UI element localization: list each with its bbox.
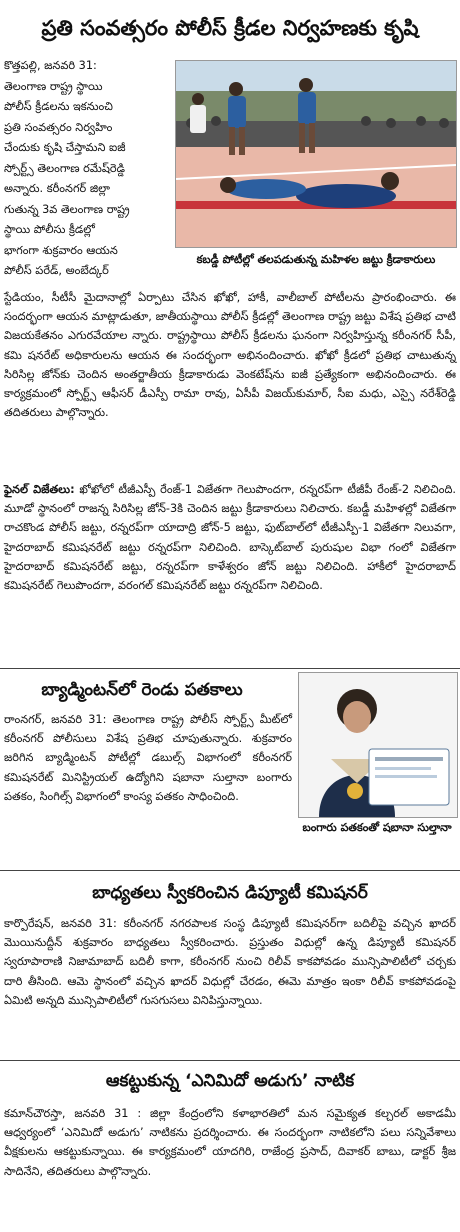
kabaddi-photo-caption: కబడ్డీ పోటీల్లో తలపడుతున్న మహిళల జట్టు క్రీడాకారులు	[196, 253, 436, 266]
article4-headline: ఆకట్టుకున్న ‘ఎనిమిదో అడుగు’ నాటిక	[105, 1071, 355, 1091]
side-line: భాగంగా శుక్రవారం ఆయన	[4, 243, 118, 257]
divider-3	[0, 1060, 460, 1061]
medal-illustration	[299, 673, 457, 817]
side-line: స్థాయి పోలీసు క్రీడల్లో	[4, 223, 95, 236]
side-line: ప్రతి సంవత్సరం నిర్వహిం	[4, 120, 113, 134]
side-line: స్పోర్ట్స్ తెలంగాణ రమేష్‌రెడ్డి	[4, 161, 125, 175]
finals-label: ఫైనల్ విజేతలు:	[4, 483, 75, 496]
badminton-photo	[298, 672, 458, 818]
article3-headline: బాధ్యతలు స్వీకరించిన డిప్యూటీ కమిషనర్	[92, 883, 368, 903]
side-line: అన్నారు. కరీంనగర్ జిల్లా	[4, 182, 110, 195]
divider-2	[0, 870, 460, 871]
article4-body: కమాన్‌చౌరస్తా, జనవరి 31 : జిల్లా కేంద్రంలోని కళాభారతిలో మన సమైక్యత కల్చరల్ అకాడమీ ఆధ్వర్యంలో ‘ఎనిమిదో అడుగు’ నాటికను ప్రదర్శించారు. ఈ సందర్భంగా నాటికలోని పలు సన్నివేశాలు వీక్షకులను ఆకట్టుకున్నాయి. ఈ కార్యక్రమంలో యాదగిరి, రాజేంద్ర ప్రసాద్, దివాకర్ బాబు, డాక్టర్ శ్రీజ సాదినేని, తదితరులు పాల్గొన్నారు.	[4, 1107, 456, 1178]
side-line: తెలంగాణ రాష్ట్ర స్థాయి	[4, 79, 103, 93]
side-line: పోలీస్ పరేడ్, అంబేద్కర్	[4, 264, 109, 277]
badminton-photo-caption: బంగారు పతకంతో షబానా సుల్తానా	[302, 821, 452, 834]
article1-side-column	[4, 56, 172, 282]
article1-body: స్టేడియం, సీటీసీ మైదానాల్లో ఏర్పాటు చేసిన ఖోఖో, హాకీ, వాలీబాల్ పోటీలను ప్రారంభించారు. ఈ సందర్భంగా ఆయన మాట్లాడుతూ, జాతీయస్థాయి పోలీస్ క్రీడల్లో తెలంగాణ రాష్ట్ర జట్టు విశేష ప్రతిభ చాటి విజయకేతనం ఎగురవేయాల న్నారు. రాష్ట్రస్థాయి పోలీస్ క్రీడలను ఘనంగా నిర్వహిస్తున్న కరీంనగర్ సీపీ, కమి షనరేట్ అధికారులను ఆయన ఈ సందర్భంగా అభినందించారు. ఖోఖో క్రీడలో ప్రతిభ చాటుతున్న సిరిసిల్ల జోన్‌కు చెందిన అంతర్జాతీయ క్రీడాకారుడు వెంకటేష్‌ను ఐజీ ప్రత్యేకంగా అభినందించారు. ఈ కార్యక్రమంలో స్పోర్ట్స్ ఆఫీసర్ డీఎస్పీ రామా రావు, ఏసీపీ విజయ్‌కుమార్, సీఐ మధు, ఎస్సై నరేశ్‌రెడ్డి తదితరులు పాల్గొన్నారు.	[4, 291, 456, 420]
side-line: కొత్తపల్లి, జనవరి 31:	[4, 59, 97, 72]
article2-body: రాంనగర్, జనవరి 31: తెలంగాణ రాష్ట్ర పోలీస్ స్పోర్ట్స్ మీట్‌లో కరీంనగర్ పోలీసులు విశేష ప్రతిభ చూపుతున్నారు. శుక్రవారం జరిగిన బ్యాడ్మింటన్ పోటీల్లో డబుల్స్ విభాగంలో కరీంనగర్ కమిషనరేట్ మినిస్ట్రియల్ ఉద్యోగిని షబానా సుల్తానా బంగారు పతకం, సింగిల్స్ విభాగంలో కాంస్య పతకం సాధించింది.	[4, 713, 292, 803]
side-line: పోలీస్ క్రీడలను ఇకనుంచి	[4, 100, 113, 113]
article3-body: కార్పొరేషన్, జనవరి 31: కరీంనగర్ నగరపాలక సంస్థ డిప్యూటీ కమిషనర్‌గా బదిలీపై వచ్చిన ఖాదర్ మొయినుద్దీన్ శుక్రవారం బాధ్యతలు స్వీకరించారు. ప్రస్తుతం విధుల్లో ఉన్న డిప్యూటీ కమిషనర్ స్వరూపారాణి నిజామాబాద్ బదిలీ కాగా, కరీంనగర్ నుంచి రిలీవ్ కాకపోవడం మున్సిపాలిటీలో చర్చకు దారి తీసింది. ఆమె స్థానంలో వచ్చిన ఖాదర్ విధుల్లో చేరడం, ఈమె మాత్రం ఇంకా రిలీవ్ కాకపోవడంపై ఏమిటి అన్నది మున్సిపాలిటీలో గుసగుసలు వినిపిస్తున్నాయి.	[4, 917, 456, 1007]
divider-1	[0, 668, 460, 669]
kabaddi-photo	[175, 60, 457, 248]
side-line: చేందుకు కృషి చేస్తామని ఐజీ	[4, 141, 126, 154]
article1-headline: ప్రతి సంవత్సరం పోలీస్ క్రీడల నిర్వహణకు కృషి	[41, 16, 419, 40]
kabaddi-illustration	[176, 61, 456, 247]
article2-headline: బ్యాడ్మింటన్‌లో రెండు పతకాలు	[41, 680, 243, 700]
article1-finals: ఫైనల్ విజేతలు: ఖోఖోలో టీజీఎస్పీ రేంజ్-1 విజేతగా గెలుపొందగా, రన్నరప్‌గా టీజీపీ రేంజ్-2 నిలిచింది. మూడో స్థానంలో రాజన్న సిరిసిల్ల జోన్-3కి చెందిన జట్టు క్రీడాకారులు నిలిచారు. కబడ్డీ మహిళల్లో విజేతగా రాచకొండ పోలీస్ జట్టు, రన్నరప్‌గా యాదాద్రి జోన్-5 జట్టు, ఫుట్‌బాల్‌లో టీజీఎస్పీ-1 విజేతగా నిలువగా, హైదరాబాద్ కమిషనరేట్ జట్టు రన్నరప్‌గా నిలిచింది. బాస్కెట్‌బాల్ పురుషుల విభా గంలో విజేతగా హైదరాబాద్ కమిషనరేట్ జట్టు, రన్నరప్‌గా కాళేశ్వరం జోన్ జట్టు నిలిచింది. హాకీలో హైదరాబాద్ కమిషనరేట్ గెలుపొందగా, వరంగల్ కమిషనరేట్ జట్టు రన్నరప్‌గా నిలిచింది.	[4, 483, 457, 593]
side-line: గుతున్న 3వ తెలంగాణ రాష్ట్ర	[4, 202, 130, 216]
